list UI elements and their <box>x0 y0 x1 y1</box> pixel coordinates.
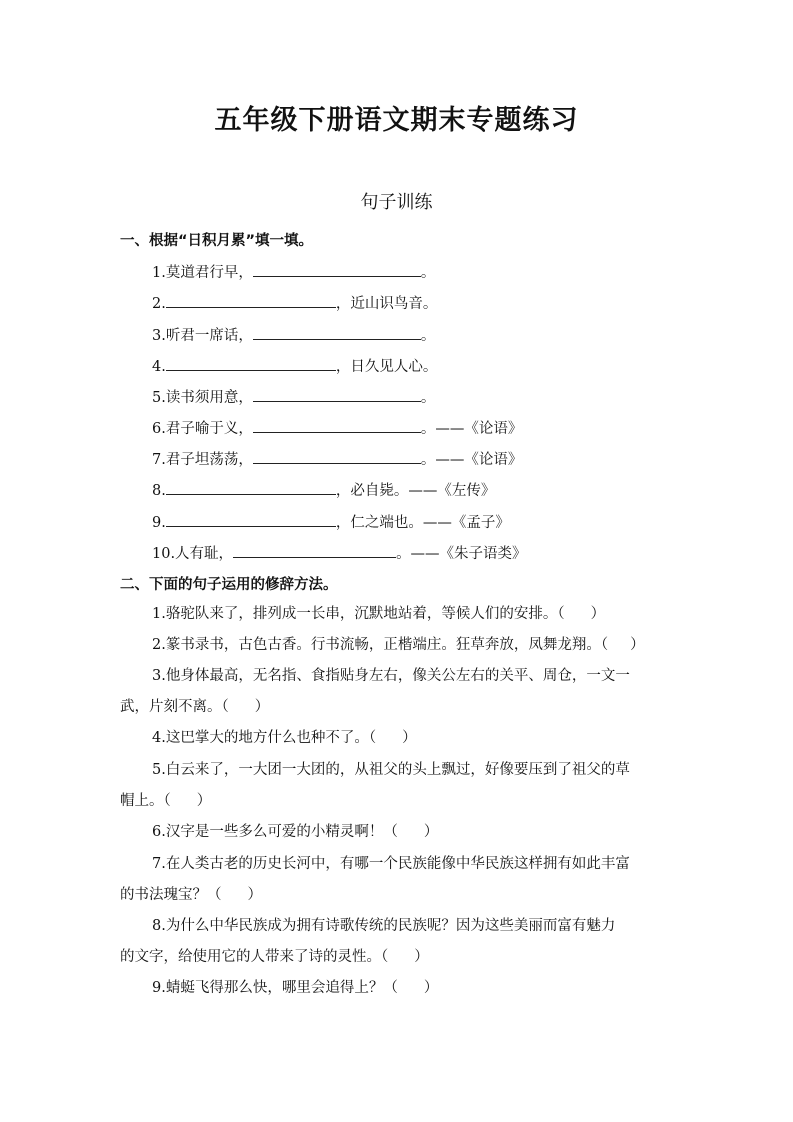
fill-blank[interactable] <box>253 324 421 340</box>
rhetoric-item-4 <box>152 729 417 747</box>
close-paren: ） <box>402 730 417 746</box>
rhetoric-item-text: 1.骆驼队来了，排列成一长串，沉默地站着，等候人们的安排。（ <box>152 606 565 622</box>
close-paren: ） <box>247 887 262 903</box>
fill-item-text: ，必自毙。——《左传》 <box>335 483 496 499</box>
rhetoric-item-text: 的文字，给使用它的人带来了诗的灵性。（ <box>120 949 389 965</box>
fill-item-text: 10.人有耻， <box>152 546 234 562</box>
fill-item-text: 1.莫道君行早， <box>152 265 253 281</box>
rhetoric-item-7-line1: 7.在人类古老的历史长河中，有哪一个民族能像中华民族这样拥有如此丰富 <box>152 856 630 872</box>
fill-item-7 <box>152 448 522 469</box>
rhetoric-item-3-line1: 3.他身体最高，无名指、食指贴身左右，像关公左右的关平、周仓，一文一 <box>152 668 630 684</box>
rhetoric-item-3-line2 <box>120 698 269 716</box>
fill-blank[interactable] <box>166 479 336 495</box>
rhetoric-item-text: 帽上。（ <box>120 793 171 809</box>
rhetoric-item-1 <box>152 605 605 623</box>
fill-item-10 <box>152 542 527 563</box>
fill-blank[interactable] <box>233 542 396 558</box>
fill-blank[interactable] <box>253 448 421 464</box>
rhetoric-item-8-line2 <box>120 948 429 966</box>
rhetoric-item-text: 2.篆书录书，古色古香。行书流畅，正楷端庄。狂草奔放，凤舞龙翔。（ <box>152 637 609 653</box>
fill-item-9 <box>152 511 510 532</box>
fill-item-text: 3.听君一席话， <box>152 328 253 344</box>
close-paren: ） <box>590 606 606 622</box>
close-paren: ） <box>254 699 270 715</box>
fill-item-6 <box>152 417 522 438</box>
fill-blank[interactable] <box>166 355 336 371</box>
close-paren: ） <box>423 980 439 996</box>
rhetoric-item-2 <box>152 636 645 654</box>
fill-item-text: 2. <box>152 296 166 312</box>
fill-item-text: 4. <box>152 359 166 375</box>
fill-item-5 <box>152 386 435 407</box>
fill-blank[interactable] <box>253 261 421 277</box>
rhetoric-item-text: 4.这巴掌大的地方什么也种不了。（ <box>152 730 377 746</box>
close-paren: ） <box>414 949 429 965</box>
section-2-heading: 二、下面的句子运用的修辞方法。 <box>120 577 338 593</box>
rhetoric-item-5-line2 <box>120 792 211 810</box>
rhetoric-item-text: 的书法瑰宝？（ <box>120 887 222 903</box>
rhetoric-item-6 <box>152 823 438 841</box>
fill-blank[interactable] <box>253 386 421 402</box>
page-title: 五年级下册语文期末专题练习 <box>214 105 579 136</box>
fill-item-text: ，日久见人心。 <box>335 359 438 375</box>
close-paren: ） <box>630 637 645 653</box>
fill-item-2 <box>152 292 437 313</box>
close-paren: ） <box>196 793 212 809</box>
rhetoric-item-text: 6.汉字是一些多么可爱的小精灵啊！（ <box>152 824 398 840</box>
fill-item-text: 6.君子喻于义， <box>152 421 253 437</box>
rhetoric-item-7-line2 <box>120 886 262 904</box>
section-1-heading: 一、根据“日积月累”填一填。 <box>120 233 314 249</box>
fill-item-text: ，仁之端也。——《孟子》 <box>335 515 510 531</box>
fill-item-text: ，近山识鸟音。 <box>335 296 438 312</box>
rhetoric-item-9 <box>152 979 438 997</box>
fill-blank[interactable] <box>253 417 421 433</box>
fill-item-1 <box>152 261 435 282</box>
rhetoric-item-text: 9.蜻蜓飞得那么快，哪里会追得上？（ <box>152 980 398 996</box>
fill-item-text: 8. <box>152 483 166 499</box>
fill-blank[interactable] <box>166 511 336 527</box>
fill-item-3 <box>152 324 435 345</box>
fill-item-8 <box>152 479 495 500</box>
fill-item-text: 。 <box>420 328 436 344</box>
fill-item-text: 。——《朱子语类》 <box>396 546 527 562</box>
section-subtitle: 句子训练 <box>360 192 433 213</box>
rhetoric-item-5-line1: 5.白云来了，一大团一大团的，从祖父的头上飘过，好像要压到了祖父的草 <box>152 762 630 778</box>
fill-item-4 <box>152 355 437 376</box>
fill-item-text: 。——《论语》 <box>420 452 523 468</box>
fill-item-text: 。 <box>420 265 436 281</box>
fill-item-text: 。 <box>420 390 436 406</box>
rhetoric-item-8-line1: 8.为什么中华民族成为拥有诗歌传统的民族呢？因为这些美丽而富有魅力 <box>152 918 616 934</box>
fill-item-text: 。——《论语》 <box>420 421 523 437</box>
fill-item-text: 5.读书须用意， <box>152 390 253 406</box>
fill-item-text: 7.君子坦荡荡， <box>152 452 253 468</box>
fill-blank[interactable] <box>166 292 336 308</box>
close-paren: ） <box>423 824 439 840</box>
rhetoric-item-text: 武，片刻不离。（ <box>120 699 229 715</box>
fill-item-text: 9. <box>152 515 166 531</box>
